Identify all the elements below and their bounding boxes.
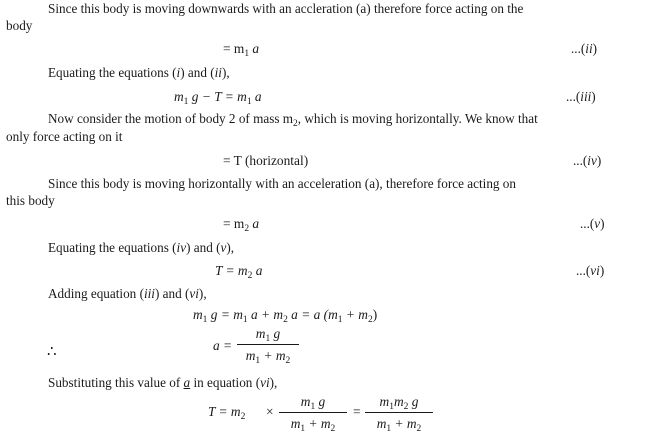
equation-vi: $T = m_2$ a	[215, 263, 263, 281]
fraction-T-2-bar	[365, 412, 433, 413]
fraction-a-denominator: $m_1 + m_2$	[245, 348, 291, 366]
paragraph-1-line-1: Since this body is moving downwards with an accleration (a) therefore force acting on the	[48, 1, 524, 16]
paragraph-4-line-1: Since this body is moving horizontally with an acceleration (a), therefore force acting on	[48, 176, 516, 191]
equation-tag-vi: ...(vi)	[576, 263, 605, 278]
fraction-a-bar	[237, 344, 299, 345]
equals-symbol: =	[353, 404, 361, 419]
equation-sum: $m_1$ $g = m_1$ $a + m_2$ a = a $(m_1 + m_2)$	[193, 307, 378, 325]
fraction-a	[237, 326, 299, 364]
fraction-T-1-denominator: $m_1 + m_2$	[290, 416, 336, 434]
equation-T-lhs: $T = m_2$	[208, 404, 246, 422]
paragraph-5: Equating the equations (iv) and (v),	[48, 240, 235, 255]
equation-tag-iii: ...(iii)	[566, 89, 596, 104]
fraction-T-1-numerator: $m_1$ g	[300, 394, 326, 412]
paragraph-3-line-1: Now consider the motion of body 2 of mass $m_2$, which is moving horizontally. We know that	[48, 111, 538, 129]
fraction-T-2	[365, 394, 433, 432]
paragraph-1-line-2: body	[6, 18, 33, 33]
equation-iii: $m_1$ $g - T = m_1$ a	[174, 89, 262, 107]
paragraph-7: Substituting this value of a in equation (vi),	[48, 375, 278, 390]
fraction-T-1-bar	[279, 412, 347, 413]
fraction-T-2-numerator: $m_1m_2$ g	[379, 394, 419, 412]
therefore-symbol: ∴	[47, 344, 57, 360]
fraction-T-2-denominator: $m_1 + m_2$	[376, 416, 422, 434]
fraction-T-1	[279, 394, 347, 432]
equation-iv: = T (horizontal)	[223, 153, 309, 168]
paragraph-2: Equating the equations (i) and (ii),	[48, 65, 230, 80]
paragraph-4-line-2: this body	[6, 193, 55, 208]
equation-v: = $m_2$ a	[223, 216, 260, 234]
paragraph-3-line-2: only force acting on it	[6, 129, 123, 144]
times-symbol: ×	[266, 404, 274, 419]
equation-tag-ii: ...(ii)	[571, 41, 598, 56]
equation-tag-iv: ...(iv)	[573, 153, 602, 168]
equation-tag-v: ...(v)	[580, 216, 605, 231]
equation-a-lhs: a =	[213, 338, 233, 353]
equation-ii: = $m_1$ a	[223, 41, 260, 59]
paragraph-6: Adding equation (iii) and (vi),	[48, 286, 207, 301]
fraction-a-numerator: $m_1$ g	[255, 326, 281, 344]
